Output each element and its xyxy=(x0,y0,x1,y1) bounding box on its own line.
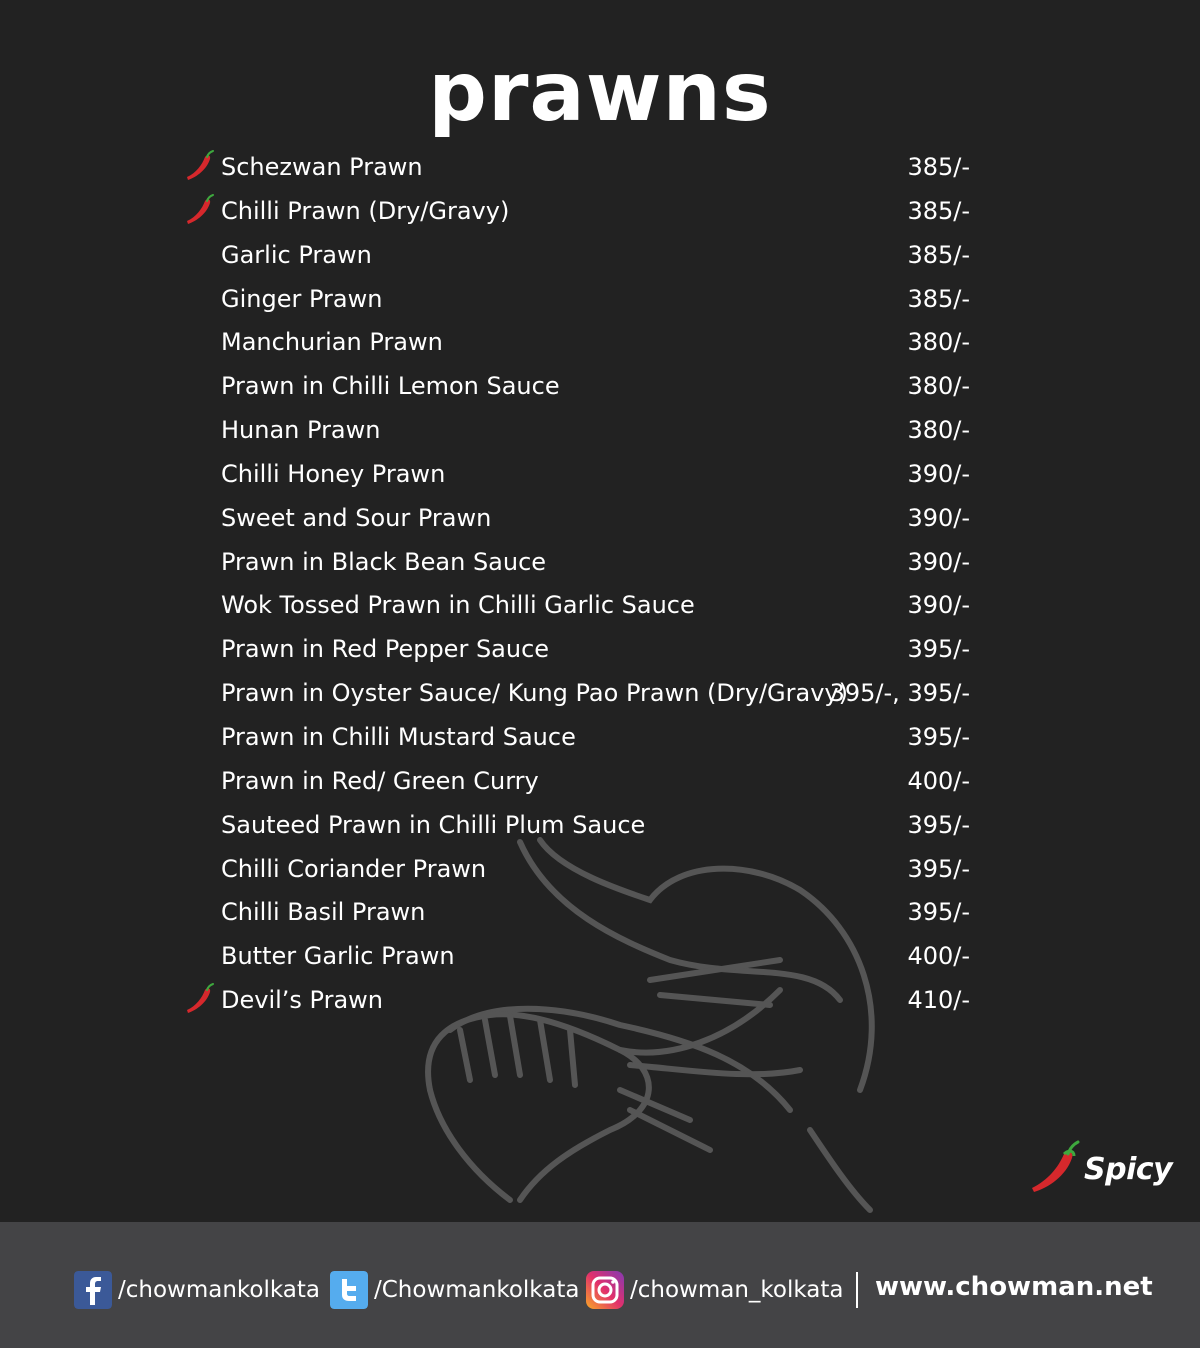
menu-item xyxy=(185,452,970,496)
footer xyxy=(0,1222,1200,1348)
menu-item-name: Wok Tossed Prawn in Chilli Garlic Sauce xyxy=(221,591,695,620)
menu-item-price: 390/- xyxy=(907,547,970,576)
chili-icon xyxy=(185,149,217,183)
menu-item-name: Sweet and Sour Prawn xyxy=(221,503,492,532)
menu-item-price: 390/- xyxy=(907,459,970,488)
menu-item-price: 395/- xyxy=(907,722,970,751)
menu-item xyxy=(185,803,970,847)
menu-item-name: Sauteed Prawn in Chilli Plum Sauce xyxy=(221,810,646,839)
menu-item xyxy=(185,145,970,189)
menu-item-price: 385/- xyxy=(907,284,970,313)
menu-item xyxy=(185,847,970,891)
menu-item-price: 380/- xyxy=(907,328,970,357)
menu-item-name: Chilli Basil Prawn xyxy=(221,898,426,927)
menu-item xyxy=(185,934,970,978)
menu-item-name: Butter Garlic Prawn xyxy=(221,942,455,971)
menu-item xyxy=(185,671,970,715)
menu-item-name: Prawn in Oyster Sauce/ Kung Pao Prawn (Dry/Gravy) xyxy=(221,679,848,708)
facebook-link[interactable] xyxy=(74,1270,320,1310)
menu-list xyxy=(185,145,970,1022)
facebook-handle: /chowmankolkata xyxy=(118,1277,321,1303)
menu-item-price: 410/- xyxy=(907,986,970,1015)
chili-icon xyxy=(1028,1138,1086,1196)
menu-item-name: Chilli Coriander Prawn xyxy=(221,854,487,883)
menu-item-price: 395/- xyxy=(907,898,970,927)
facebook-icon xyxy=(74,1271,112,1309)
menu-item xyxy=(185,233,970,277)
menu-item-name: Prawn in Red/ Green Curry xyxy=(221,766,539,795)
menu-item xyxy=(185,540,970,584)
menu-item-price: 390/- xyxy=(907,503,970,532)
menu-item-name: Manchurian Prawn xyxy=(221,328,443,357)
menu-item-name: Prawn in Black Bean Sauce xyxy=(221,547,547,576)
spicy-legend-label: Spicy xyxy=(1084,1152,1173,1187)
menu-item-price: 385/- xyxy=(907,240,970,269)
menu-item xyxy=(185,759,970,803)
spicy-legend xyxy=(1028,1138,1173,1198)
menu-item-price: 400/- xyxy=(907,942,970,971)
menu-item-name: Prawn in Red Pepper Sauce xyxy=(221,635,550,664)
menu-item-name: Prawn in Chilli Lemon Sauce xyxy=(221,372,560,401)
menu-item xyxy=(185,715,970,759)
menu-item xyxy=(185,364,970,408)
menu-item xyxy=(185,408,970,452)
menu-item-name: Chilli Honey Prawn xyxy=(221,459,446,488)
menu-item xyxy=(185,496,970,540)
chili-icon xyxy=(185,982,217,1016)
page-title: prawns xyxy=(428,45,772,140)
menu-item-name: Prawn in Chilli Mustard Sauce xyxy=(221,722,576,751)
menu-item xyxy=(185,320,970,364)
menu-item-name: Devil’s Prawn xyxy=(221,986,384,1015)
menu-item-name: Garlic Prawn xyxy=(221,240,372,269)
menu-item-price: 385/- xyxy=(907,196,970,225)
twitter-handle: /Chowmankolkata xyxy=(374,1277,580,1303)
instagram-handle: /chowman_kolkata xyxy=(630,1277,844,1303)
twitter-link[interactable] xyxy=(330,1270,579,1310)
menu-item-price: 380/- xyxy=(907,416,970,445)
footer-divider xyxy=(856,1272,858,1308)
menu-item xyxy=(185,890,970,934)
menu-item-name: Hunan Prawn xyxy=(221,416,381,445)
menu-item xyxy=(185,978,970,1022)
menu-item xyxy=(185,583,970,627)
chili-icon xyxy=(185,193,217,227)
menu-item-price: 380/- xyxy=(907,372,970,401)
website-link[interactable]: www.chowman.net xyxy=(875,1272,1153,1302)
menu-item-price: 390/- xyxy=(907,591,970,620)
menu-item xyxy=(185,627,970,671)
menu-item-name: Schezwan Prawn xyxy=(221,153,423,181)
twitter-icon xyxy=(330,1271,368,1309)
menu-item-price: 400/- xyxy=(907,766,970,795)
menu-item-price: 395/- xyxy=(907,635,970,664)
instagram-link[interactable] xyxy=(586,1270,844,1310)
menu-item xyxy=(185,277,970,321)
menu-item xyxy=(185,189,970,233)
menu-item-price: 395/- xyxy=(907,854,970,883)
instagram-icon xyxy=(586,1271,624,1309)
menu-item-price: 395/-, 395/- xyxy=(829,679,970,708)
menu-item-price: 395/- xyxy=(907,810,970,839)
menu-item-price: 385/- xyxy=(907,153,970,181)
menu-item-name: Chilli Prawn (Dry/Gravy) xyxy=(221,196,510,225)
menu-item-name: Ginger Prawn xyxy=(221,284,383,313)
